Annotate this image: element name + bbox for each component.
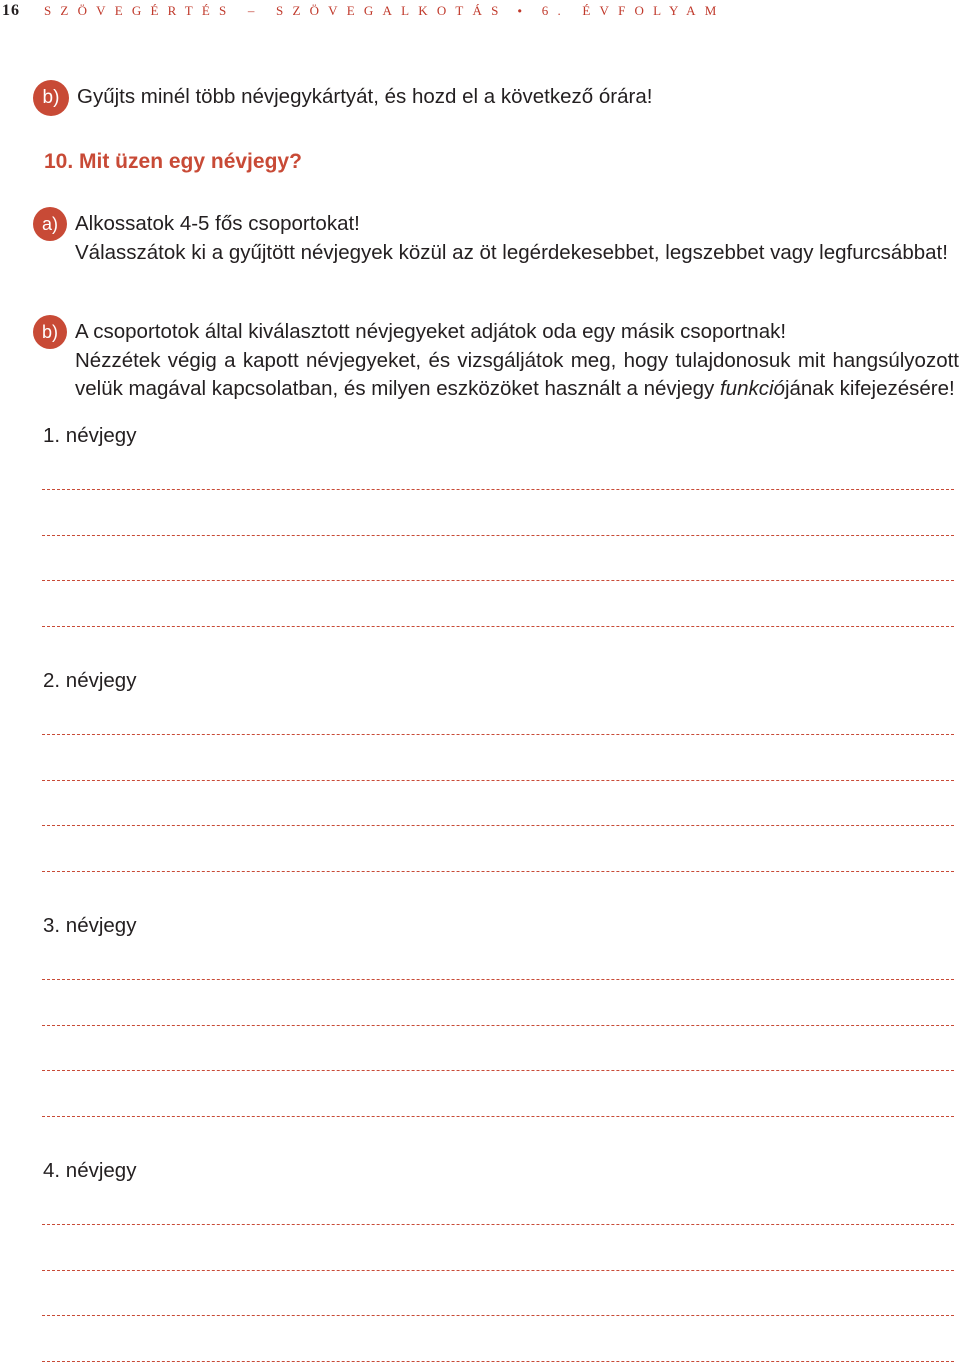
answer-line[interactable] (42, 535, 954, 536)
task-title: 10. Mit üzen egy névjegy? (44, 150, 302, 173)
section-label-4: 4. névjegy (43, 1159, 137, 1182)
answer-line[interactable] (42, 780, 954, 781)
answer-line[interactable] (42, 1361, 954, 1362)
page-number: 16 (2, 2, 20, 19)
instruction-text-part: Nézzétek végig a kapott névjegyeket, és vizsgáljátok meg, hogy tulajdonosuk mit hangsúlyozott velük magával kapcsolatban, és milyen eszközöket használt a névjegy (75, 348, 959, 400)
instruction-line: Gyűjts minél több névjegykártyát, és hozd el a következő órára! (77, 85, 653, 108)
answer-line[interactable] (42, 1270, 954, 1271)
answer-line[interactable] (42, 626, 954, 627)
answer-line[interactable] (42, 1116, 954, 1117)
instruction-line: Alkossatok 4-5 fős csoportokat! (75, 212, 360, 235)
instruction-b-collect (33, 80, 960, 116)
badge-b-icon: b) (33, 80, 69, 116)
answer-line[interactable] (42, 1315, 954, 1316)
answer-line[interactable] (42, 871, 954, 872)
answer-line[interactable] (42, 734, 954, 735)
answer-line[interactable] (42, 580, 954, 581)
instruction-text (75, 207, 955, 267)
badge-b-icon: b) (33, 315, 67, 349)
running-title: SZÖVEGÉRTÉS – SZÖVEGALKOTÁS (44, 3, 508, 18)
instruction-text (75, 315, 959, 404)
section-label-2: 2. névjegy (43, 669, 137, 692)
section-label-1: 1. névjegy (43, 424, 137, 447)
section-label-3: 3. névjegy (43, 914, 137, 937)
answer-line[interactable] (42, 1025, 954, 1026)
answer-line[interactable] (42, 979, 954, 980)
instruction-line (75, 347, 959, 404)
answer-line[interactable] (42, 825, 954, 826)
instruction-a-groups (33, 207, 960, 267)
answer-line[interactable] (42, 489, 954, 490)
answer-line[interactable] (42, 1070, 954, 1071)
instruction-b-exchange (33, 315, 960, 404)
instruction-line: Válasszátok ki a gyűjtött névjegyek közül az öt legérdekesebbet, legszebbet vagy legfurcsábbat! (75, 240, 948, 264)
badge-a-icon: a) (33, 207, 67, 241)
page-header (0, 0, 725, 22)
grade-label: 6. ÉVFOLYAM (541, 3, 726, 18)
instruction-italic-word: funkció (719, 377, 785, 400)
instruction-text-part: jának kifejezésére! (784, 377, 955, 400)
answer-line[interactable] (42, 1224, 954, 1225)
instruction-text (77, 80, 652, 112)
instruction-line: A csoportotok által kiválasztott névjegyeket adjátok oda egy másik csoportnak! (75, 320, 787, 343)
header-bullet: • (517, 4, 522, 18)
